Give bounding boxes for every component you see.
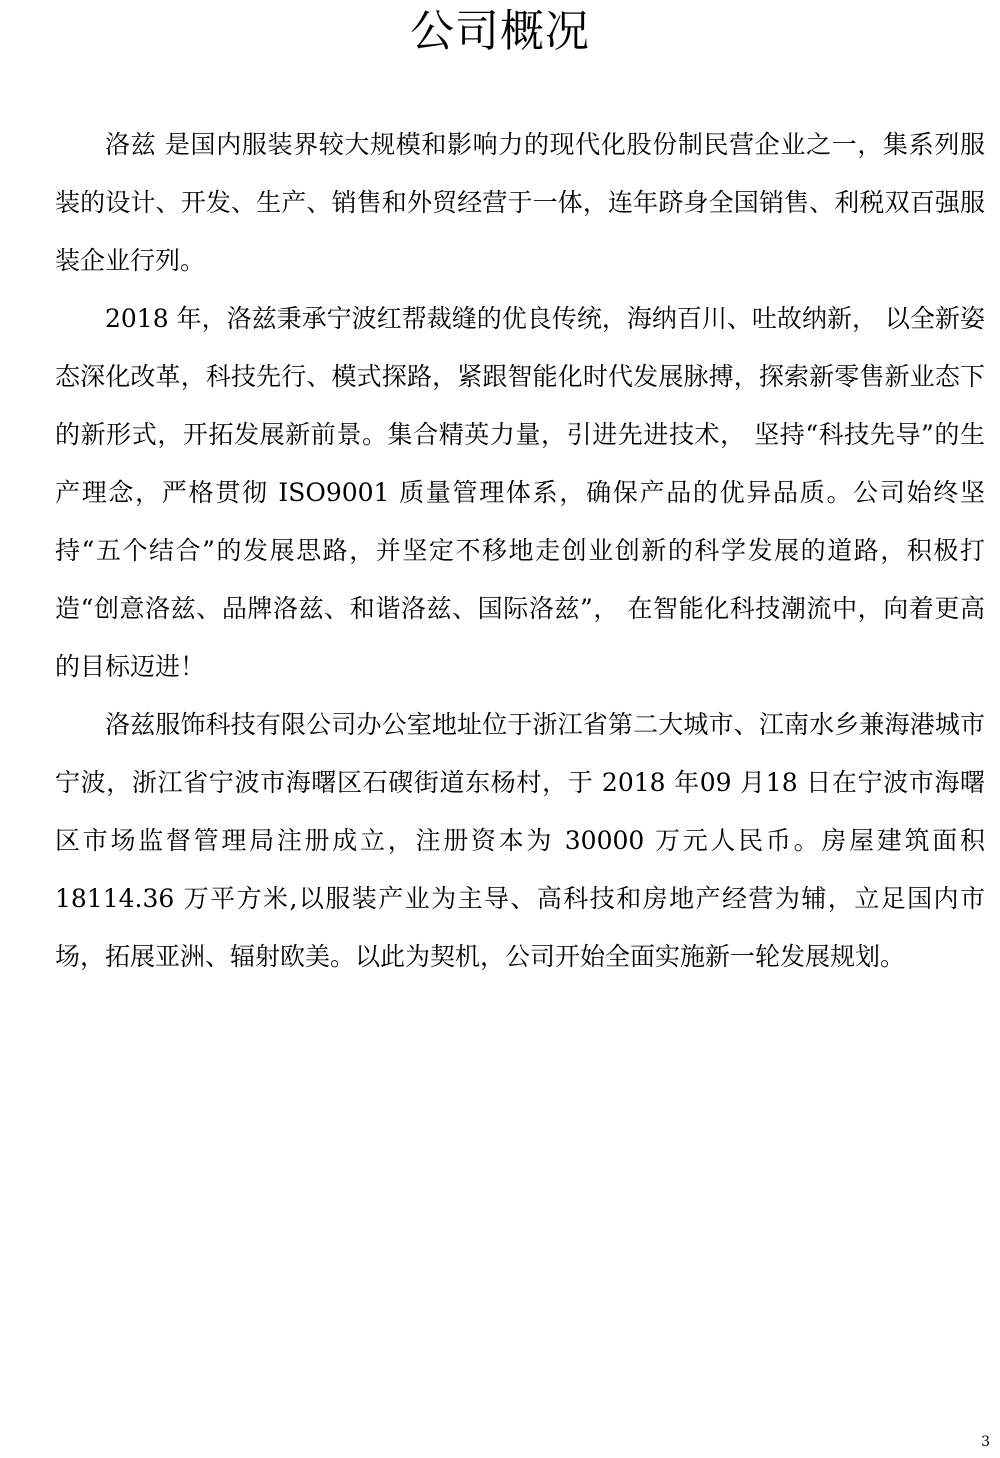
document-body — [55, 116, 985, 986]
paragraph-development-2018: 2018 年，洛兹秉承宁波红帮裁缝的优良传统，海纳百川、吐故纳新， 以全新姿态深化改革，科技先行、模式探路，紧跟智能化时代发展脉搏，探索新零售新业态下的新形式，开拓发展新前景。集合精英力量，引进先进技术， 坚持“科技先导”的生产理念，严格贯彻 ISO9001 质量管理体系，确保产品的优异品质。公司始终坚持“五个结合”的发展思路，并坚定不移地走创业创新的科学发展的道路，积极打造“创意洛兹、品牌洛兹、和谐洛兹、国际洛兹”， 在智能化科技潮流中，向着更高的目标迈进！ — [55, 304, 985, 681]
paragraph-company-intro: 洛兹 是国内服装界较大规模和影响力的现代化股份制民营企业之一，集系列服装的设计、开发、生产、销售和外贸经营于一体，连年跻身全国销售、利税双百强服装企业行列。 — [55, 130, 985, 275]
page-number: 3 — [981, 1434, 990, 1450]
paragraph-company-address: 洛兹服饰科技有限公司办公室地址位于浙江省第二大城市、江南水乡兼海港城市宁波，浙江省宁波市海曙区石碶街道东杨村，于 2018 年09 月18 日在宁波市海曙区市场监督管理局注册成立，注册资本为 30000 万元人民币。房屋建筑面积 18114.36 万平方米,以服装产业为主导、高科技和房地产经营为辅，立足国内市场，拓展亚洲、辐射欧美。以此为契机，公司开始全面实施新一轮发展规划。 — [55, 710, 985, 971]
page-title: 公司概况 — [410, 6, 590, 57]
